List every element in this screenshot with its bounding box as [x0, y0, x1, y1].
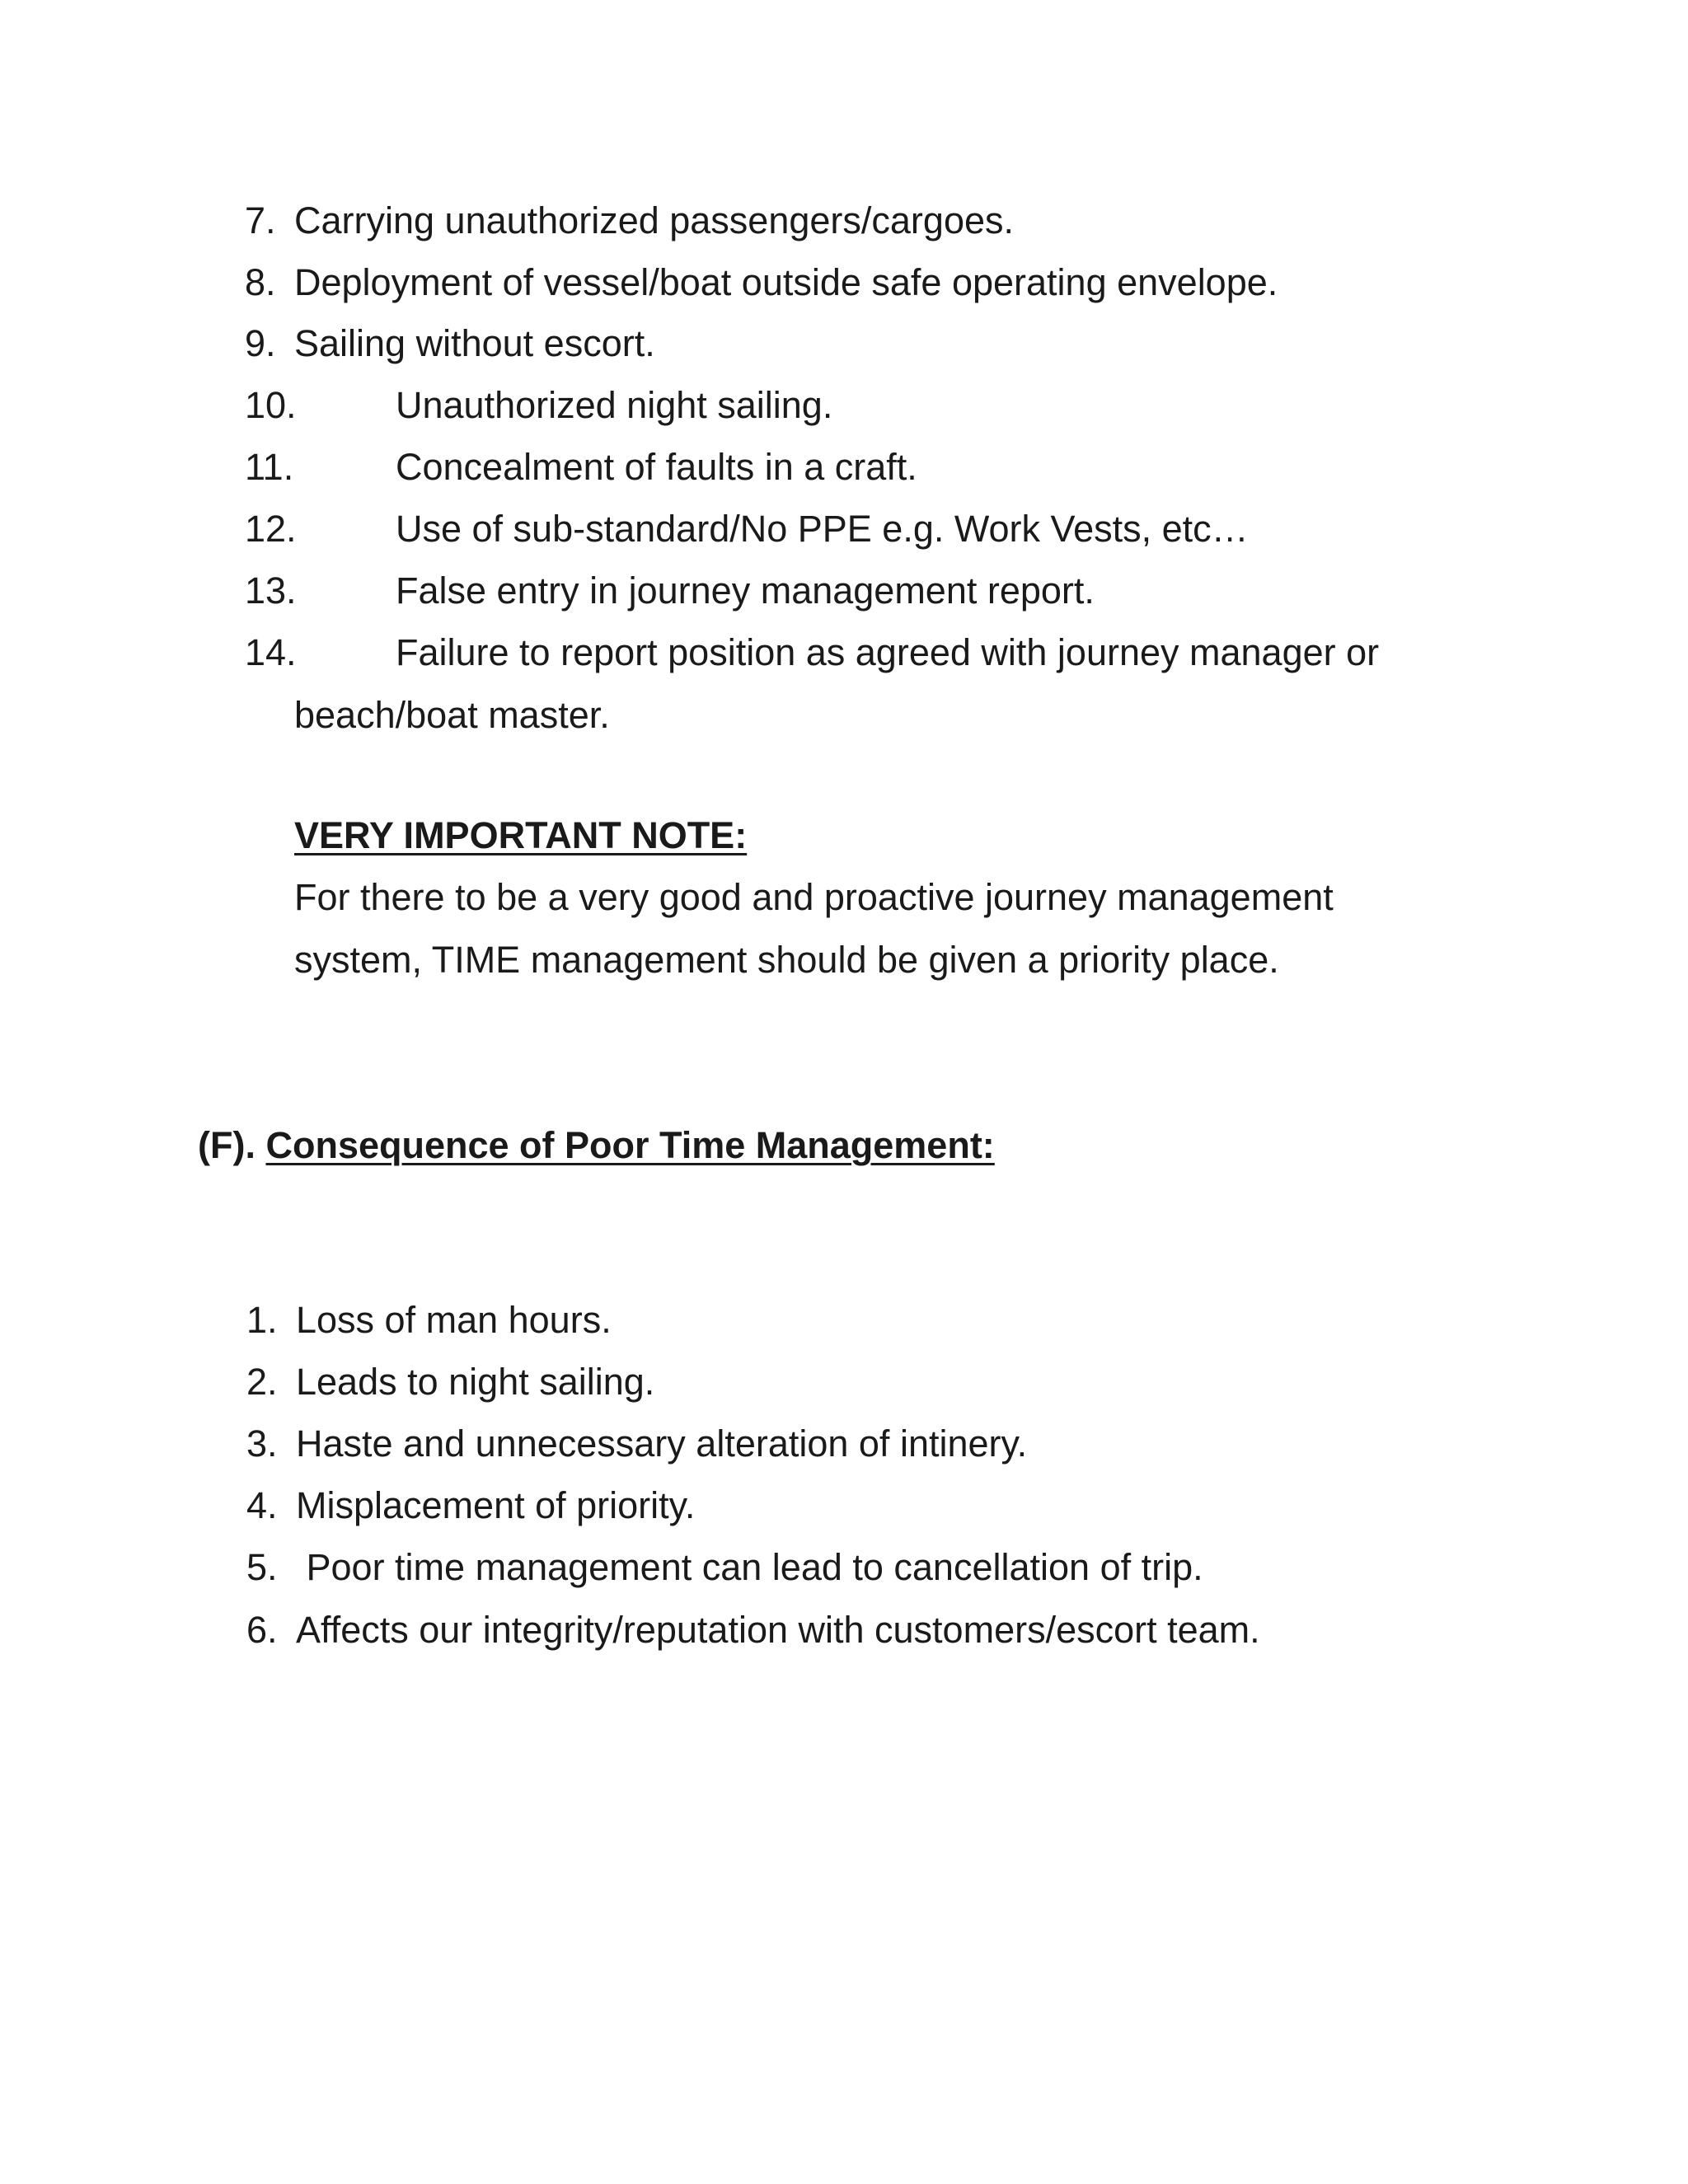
list-item-number: 11.: [245, 446, 294, 488]
section-prefix: (F).: [198, 1124, 256, 1166]
list-item-number: 12.: [245, 508, 297, 550]
list-item-text: Leads to night sailing.: [296, 1361, 655, 1403]
list-item-number: 5.: [246, 1546, 278, 1588]
list-item-text: Affects our integrity/reputation with customers/escort team.: [296, 1609, 1260, 1651]
list-item-number: 6.: [246, 1609, 278, 1651]
list-item-text: Loss of man hours.: [296, 1299, 612, 1341]
list-item-number: 3.: [246, 1422, 278, 1465]
list-item-number: 4.: [246, 1484, 278, 1526]
list-item-text: Misplacement of priority.: [296, 1484, 696, 1526]
note-text: For there to be a very good and proactive journey management: [294, 876, 1334, 918]
section-title: Consequence of Poor Time Management:: [265, 1124, 995, 1166]
list-item-number: 13.: [245, 569, 297, 612]
list-item-number: 7.: [245, 199, 276, 241]
list-item-text: False entry in journey management report.: [396, 569, 1095, 612]
note-text: system, TIME management should be given a priority place.: [294, 939, 1279, 981]
list-item-text: Poor time management can lead to cancellation of trip.: [296, 1546, 1203, 1588]
list-item-text: Haste and unnecessary alteration of intinery.: [296, 1422, 1028, 1465]
list-item-text: Failure to report position as agreed with journey manager or: [396, 631, 1380, 673]
list-item-text: beach/boat master.: [294, 694, 610, 736]
list-item-text: Concealment of faults in a craft.: [396, 446, 917, 488]
list-item-number: 10.: [245, 384, 297, 426]
list-item-text: Deployment of vessel/boat outside safe operating envelope.: [294, 261, 1278, 303]
list-item-number: 2.: [246, 1361, 278, 1403]
list-item-number: 1.: [246, 1299, 278, 1341]
list-item-number: 14.: [245, 631, 297, 673]
list-item-number: 8.: [245, 261, 276, 303]
list-item-text: Carrying unauthorized passengers/cargoes.: [294, 199, 1014, 241]
list-item-text: Use of sub-standard/No PPE e.g. Work Vests, etc…: [396, 508, 1249, 550]
list-item-text: Sailing without escort.: [294, 322, 655, 364]
note-heading: VERY IMPORTANT NOTE:: [294, 814, 748, 856]
list-item-text: Unauthorized night sailing.: [396, 384, 833, 426]
section-heading: [198, 1122, 995, 1169]
list-item-number: 9.: [245, 322, 276, 364]
